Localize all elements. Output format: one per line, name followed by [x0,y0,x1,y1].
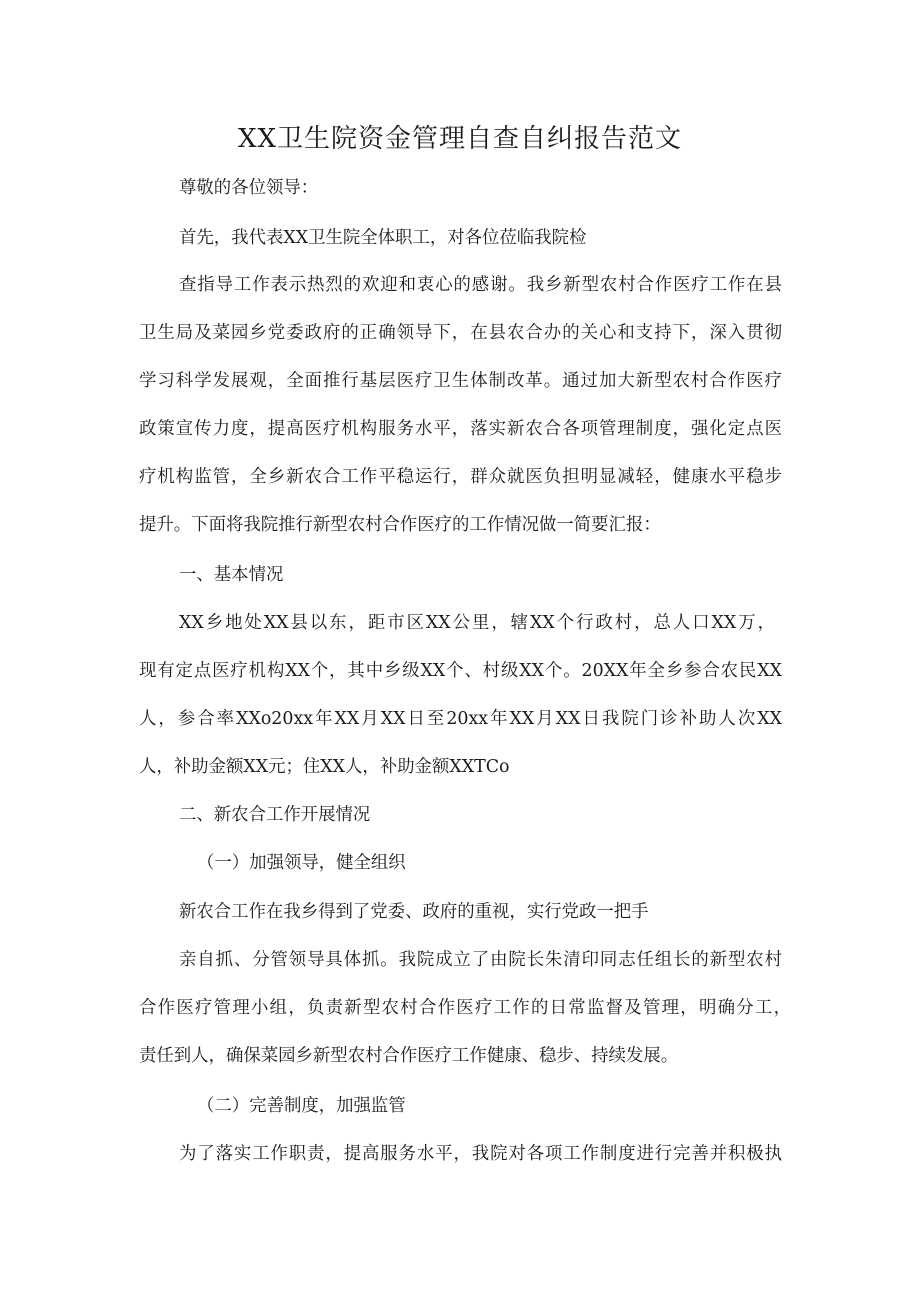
paragraph-line: XX乡地处XX县以东，距市区XX公里，辖XX个行政村，总人口XX万， [179,613,775,633]
paragraph-line: 新农合工作在我乡得到了党委、政府的重视，实行党政一把手 [179,902,649,922]
paragraph-line: 提升。下面将我院推行新型农村合作医疗的工作情况做一简要汇报： [139,515,661,535]
paragraph-line: 合作医疗管理小组，负责新型农村合作医疗工作的日常监督及管理，明确分工， [139,998,791,1018]
paragraph-line: 政策宣传力度，提高医疗机构服务水平，落实新农合各项管理制度，强化定点医 [139,419,782,439]
paragraph-line: 人，补助金额XX元；住XX人，补助金额XXTCo [139,757,510,777]
paragraph-line: 学习科学发展观，全面推行基层医疗卫生体制改革。通过加大新型农村合作医疗 [139,371,782,391]
paragraph-line: 首先，我代表XX卫生院全体职工，对各位莅临我院检 [179,228,587,248]
document-title: XX卫生院资金管理自查自纠报告范文 [237,124,683,154]
paragraph-line: 人，参合率XXo20xx年XX月XX日至20xx年XX月XX日我院门诊补助人次XX [139,709,782,729]
subsection-heading: （二）完善制度，加强监管 [197,1096,406,1116]
subsection-heading: （一）加强领导，健全组织 [197,853,406,873]
paragraph-line: 现有定点医疗机构XX个，其中乡级XX个、村级XX个。20XX年全乡参合农民XX [139,661,782,681]
paragraph-line: 为了落实工作职责，提高服务水平，我院对各项工作制度进行完善并积极执 [179,1144,782,1164]
paragraph-line: 查指导工作表示热烈的欢迎和衷心的感谢。我乡新型农村合作医疗工作在县 [179,275,782,295]
section-heading: 一、基本情况 [179,565,284,585]
paragraph-line: 疗机构监管，全乡新农合工作平稳运行，群众就医负担明显减轻，健康水平稳步 [139,467,782,487]
salutation: 尊敬的各位领导： [179,178,319,198]
paragraph-line: 卫生局及菜园乡党委政府的正确领导下，在县农合办的关心和支持下，深入贯彻 [139,323,782,343]
paragraph-line: 责任到人，确保菜园乡新型农村合作医疗工作健康、稳步、持续发展。 [139,1046,679,1066]
section-heading: 二、新农合工作开展情况 [179,805,371,825]
paragraph-line: 亲自抓、分管领导具体抓。我院成立了由院长朱清印同志任组长的新型农村 [179,950,782,970]
